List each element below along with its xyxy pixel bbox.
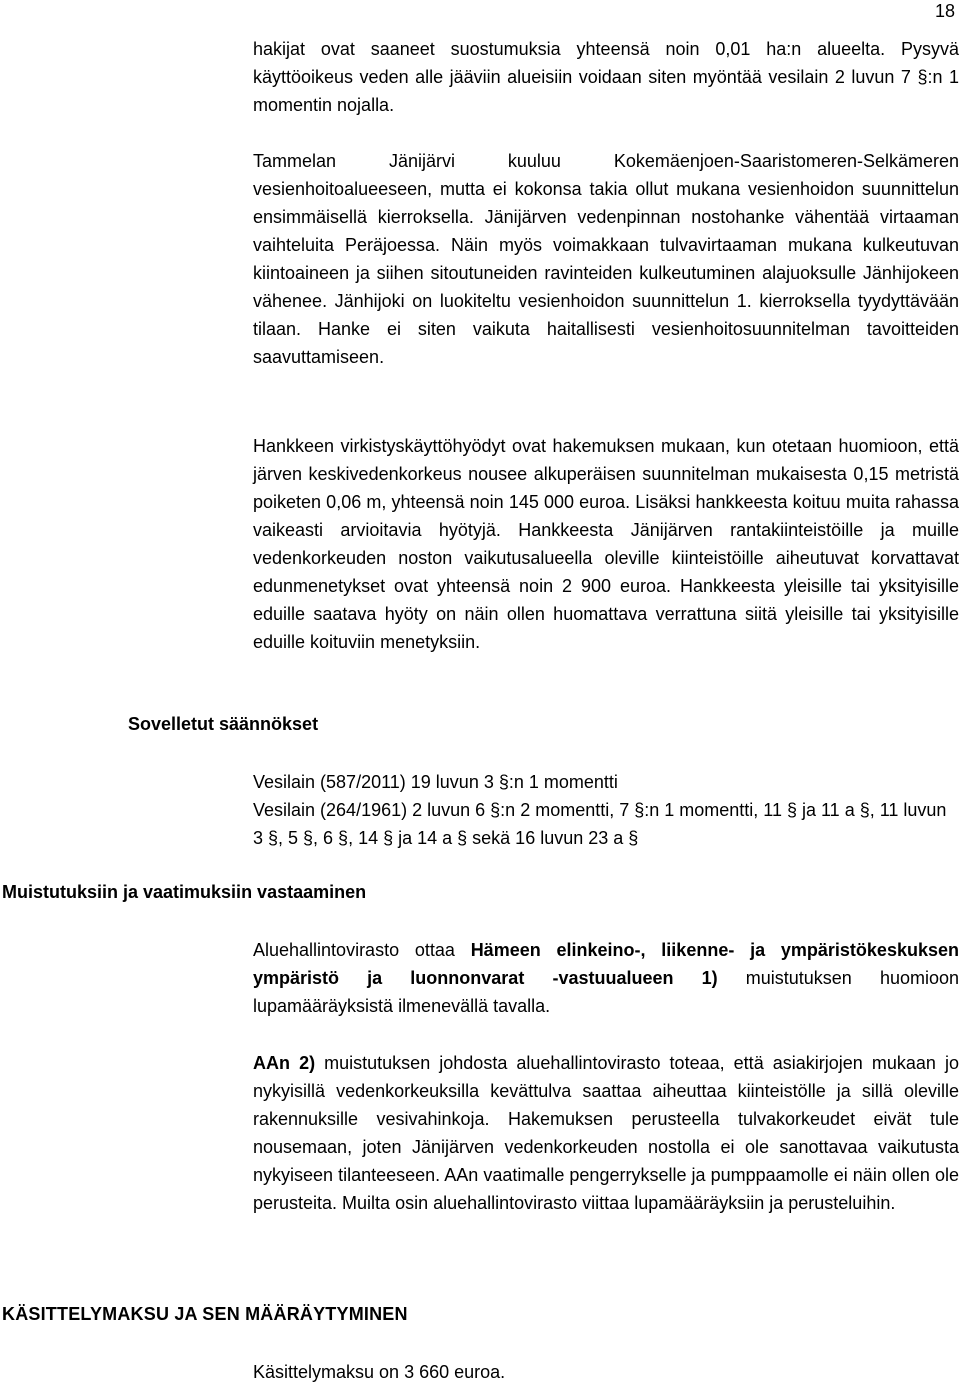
statute-reference-1: Vesilain (587/2011) 19 luvun 3 §:n 1 momentti [253, 772, 618, 792]
heading-processing-fee: KÄSITTELYMAKSU JA SEN MÄÄRÄYTYMINEN [2, 1304, 408, 1324]
aa-text: muistutuksen johdosta aluehallintovirasto toteaa, että asiakirjojen mukaan jo nykyisillä vedenkorkeuksilla kevättulva saattaa aiheuttaa kiinteistölle ja sillä oleville rakennuksille vesivahinkoja. Hakemuksen perusteella tulvakorkeudet eivät tule nousemaan, joten Jänijärven vedenkorkeuden nostolla ei ole sanottavaa vaikutusta nykyiseen tilanteeseen. AAn vaatimalle pengerrykselle ja pumppaamolle ei näin ollen ole perusteita. Muilta osin aluehallintovirasto viittaa lupamääräyksiin ja perusteluihin. [253, 1053, 960, 1213]
paragraph-water-management: Tammelan Jänijärvi kuuluu Kokemäenjoen-Saaristomeren-Selkämeren vesienhoitoalueeseen, mutta ei kokonsa takia ollut mukana vesienhoidon suunnittelun ensimmäisellä kierroksella. Jänijärven vedenpinnan nostohanke vähentää virtaaman vaihteluita Peräjoessa. Näin myös voimakkaan tulvavirtaaman mukana kulkeutuvan kiintoaineen ja siihen sitoutuneiden ravinteiden kulkeutuminen alajuoksulle Jänhijokeen vähenee. Jänhijoki on luokiteltu vesienhoidon suunnittelun 1. kierroksella tyydyttävään tilaan. Hanke ei siten vaikuta haitallisesti vesienhoitosuunnitelman tavoitteiden saavuttamiseen. [253, 151, 959, 367]
paragraph-recreational-benefits: Hankkeen virkistyskäyttöhyödyt ovat hakemuksen mukaan, kun otetaan huomioon, että järven keskivedenkorkeus nousee alkuperäisen suunnitelman mukaisesta 0,15 metristä poiketen 0,06 m, yhteensä noin 145 000 euroa. Lisäksi hankkeesta koituu muita rahassa vaikeasti arvioitavia hyötyjä. Hankkeesta Jänijärven rantakiinteistöille ja muille vedenkorkeuden noston vaikutusalueella oleville kiinteistöille aiheutuvat korvattavat edunmenetykset ovat yhteensä noin 2 900 euroa. Hankkeesta yleisille tai yksityisille eduille saatava hyöty on näin ollen huomattava verrattuna siitä yleisille tai yksityisille eduille koituviin menetyksiin. [253, 436, 959, 652]
paragraph-ely-centre [253, 936, 959, 1020]
processing-fee-text: Käsittelymaksu on 3 660 euroa. [253, 1362, 506, 1382]
heading-objections: Muistutuksiin ja vaatimuksiin vastaaminen [2, 882, 367, 902]
statute-reference-2: Vesilain (264/1961) 2 luvun 6 §:n 2 momentti, 7 §:n 1 momentti, 11 § ja 11 a §, 11 luvun 3 §, 5 §, 6 §, 14 § ja 14 a § sekä 16 luvun 23 a § [253, 800, 947, 848]
page-number: 18 [934, 1, 955, 21]
paragraph-permission: hakijat ovat saaneet suostumuksia yhteensä noin 0,01 ha:n alueelta. Pysyvä käyttöoikeus veden alle jääviin alueisiin voidaan siten myöntää vesilain 2 luvun 7 §:n 1 momentin nojalla. [253, 39, 959, 115]
ely-text-post: muistutuksen huomioon lupamääräyksistä ilmenevällä tavalla. [253, 968, 959, 1016]
ely-text-pre: Aluehallintovirasto ottaa [253, 940, 471, 960]
ely-party-name: Hämeen elinkeino-, liikenne- ja ympäristökeskuksen ympäristö ja luonnonvarat -vastuualueen 1) [253, 940, 959, 988]
heading-applied-rules: Sovelletut säännökset [128, 714, 319, 734]
aa-party-name: AAn 2) [253, 1053, 316, 1073]
paragraph-aa-objection [253, 1049, 959, 1217]
